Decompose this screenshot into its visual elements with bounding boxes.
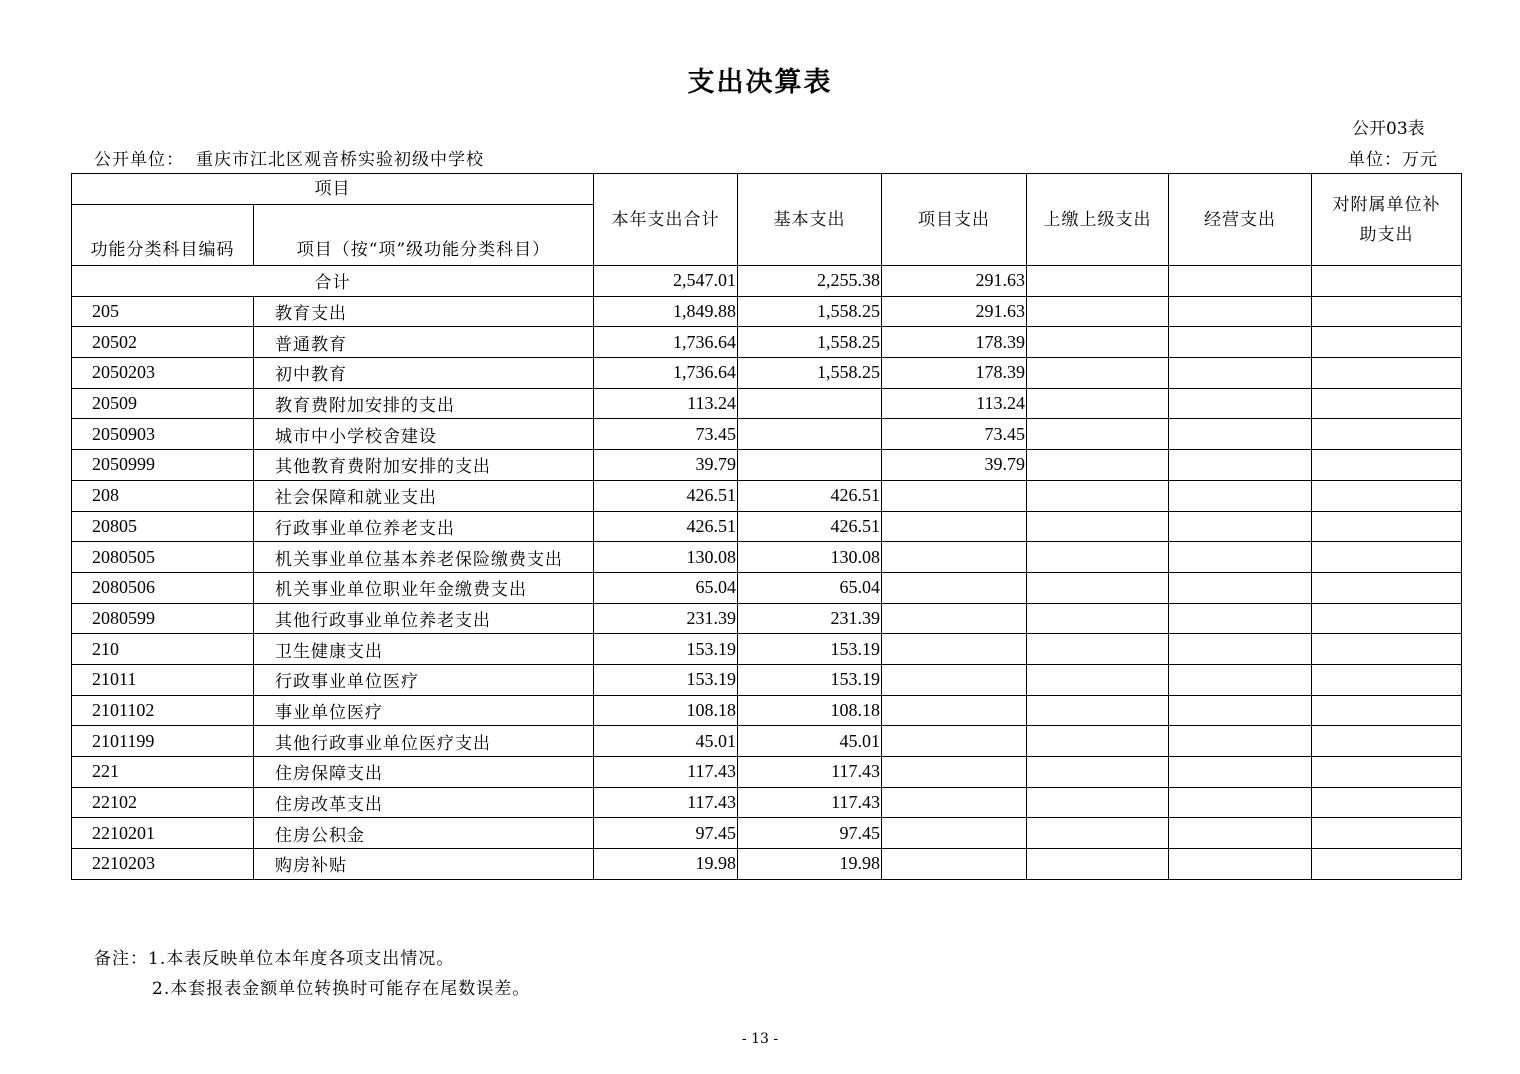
row-total: 117.43 (594, 757, 738, 788)
row-subsidy (1312, 327, 1462, 358)
row-subsidy (1312, 818, 1462, 849)
row-total: 153.19 (594, 634, 738, 665)
row-subsidy (1312, 603, 1462, 634)
row-subsidy (1312, 634, 1462, 665)
row-business (1169, 603, 1312, 634)
unit-label: 公开单位： (94, 150, 184, 170)
row-basic: 97.45 (738, 818, 882, 849)
note-1: 备注：1.本表反映单位本年度各项支出情况。 (94, 949, 455, 969)
row-project (882, 634, 1027, 665)
header-project-group: 项目 (72, 174, 594, 205)
table-row (72, 480, 1462, 511)
row-upper (1027, 388, 1169, 419)
table-row (72, 818, 1462, 849)
row-project (882, 757, 1027, 788)
row-project: 178.39 (882, 327, 1027, 358)
total-project: 291.63 (882, 266, 1027, 297)
row-business (1169, 358, 1312, 389)
row-upper (1027, 787, 1169, 818)
row-basic: 108.18 (738, 695, 882, 726)
row-name: 教育费附加安排的支出 (254, 388, 594, 419)
table-row (72, 634, 1462, 665)
row-total: 153.19 (594, 664, 738, 695)
row-business (1169, 511, 1312, 542)
row-project: 113.24 (882, 388, 1027, 419)
table-body (72, 296, 1462, 879)
row-business (1169, 849, 1312, 880)
row-upper (1027, 327, 1169, 358)
form-number: 公开03表 (1352, 119, 1425, 139)
row-name: 社会保障和就业支出 (254, 480, 594, 511)
total-row (72, 266, 1462, 297)
row-basic: 130.08 (738, 542, 882, 573)
row-code: 2101199 (72, 726, 254, 757)
row-total: 65.04 (594, 572, 738, 603)
row-business (1169, 787, 1312, 818)
total-business (1169, 266, 1312, 297)
row-subsidy (1312, 419, 1462, 450)
row-project (882, 572, 1027, 603)
notes (94, 944, 530, 1004)
row-upper (1027, 511, 1169, 542)
row-subsidy (1312, 572, 1462, 603)
row-name: 城市中小学校舍建设 (254, 419, 594, 450)
note-2: 2.本套报表金额单位转换时可能存在尾数误差。 (152, 979, 531, 999)
row-total: 97.45 (594, 818, 738, 849)
table-row (72, 757, 1462, 788)
row-subsidy (1312, 787, 1462, 818)
row-business (1169, 296, 1312, 327)
row-subsidy (1312, 695, 1462, 726)
row-upper (1027, 849, 1169, 880)
row-basic: 117.43 (738, 787, 882, 818)
row-basic: 45.01 (738, 726, 882, 757)
row-code: 2210201 (72, 818, 254, 849)
row-name: 卫生健康支出 (254, 634, 594, 665)
total-upper (1027, 266, 1169, 297)
row-total: 108.18 (594, 695, 738, 726)
row-name: 行政事业单位医疗 (254, 664, 594, 695)
row-code: 2050903 (72, 419, 254, 450)
row-project (882, 695, 1027, 726)
row-code: 2080599 (72, 603, 254, 634)
row-total: 426.51 (594, 480, 738, 511)
row-business (1169, 757, 1312, 788)
table-row (72, 787, 1462, 818)
row-project (882, 787, 1027, 818)
row-subsidy (1312, 757, 1462, 788)
row-basic: 65.04 (738, 572, 882, 603)
row-business (1169, 726, 1312, 757)
row-upper (1027, 419, 1169, 450)
row-basic: 19.98 (738, 849, 882, 880)
row-upper (1027, 358, 1169, 389)
row-total: 426.51 (594, 511, 738, 542)
row-subsidy (1312, 849, 1462, 880)
row-code: 221 (72, 757, 254, 788)
row-upper (1027, 757, 1169, 788)
page-title: 支出决算表 (687, 67, 833, 98)
row-code: 2210203 (72, 849, 254, 880)
row-project (882, 603, 1027, 634)
table-row (72, 572, 1462, 603)
row-code: 2050999 (72, 450, 254, 481)
row-basic: 1,558.25 (738, 296, 882, 327)
row-business (1169, 634, 1312, 665)
row-code: 20502 (72, 327, 254, 358)
row-upper (1027, 695, 1169, 726)
header-basic: 基本支出 (738, 174, 882, 266)
row-business (1169, 450, 1312, 481)
row-total: 45.01 (594, 726, 738, 757)
row-subsidy (1312, 450, 1462, 481)
row-code: 2080505 (72, 542, 254, 573)
row-project: 291.63 (882, 296, 1027, 327)
row-upper (1027, 818, 1169, 849)
row-name: 机关事业单位职业年金缴费支出 (254, 572, 594, 603)
row-basic (738, 388, 882, 419)
row-code: 210 (72, 634, 254, 665)
row-basic: 426.51 (738, 511, 882, 542)
row-total: 117.43 (594, 787, 738, 818)
row-business (1169, 664, 1312, 695)
row-business (1169, 480, 1312, 511)
row-business (1169, 542, 1312, 573)
total-basic: 2,255.38 (738, 266, 882, 297)
table-row (72, 664, 1462, 695)
row-name: 其他行政事业单位医疗支出 (254, 726, 594, 757)
table-row (72, 603, 1462, 634)
row-subsidy (1312, 511, 1462, 542)
row-project: 73.45 (882, 419, 1027, 450)
row-code: 22102 (72, 787, 254, 818)
row-project (882, 818, 1027, 849)
header-business: 经营支出 (1169, 174, 1312, 266)
header-upper: 上缴上级支出 (1027, 174, 1169, 266)
row-subsidy (1312, 296, 1462, 327)
row-basic: 426.51 (738, 480, 882, 511)
unit-name: 重庆市江北区观音桥实验初级中学校 (196, 150, 484, 170)
table-row (72, 450, 1462, 481)
row-upper (1027, 542, 1169, 573)
row-subsidy (1312, 542, 1462, 573)
total-total: 2,547.01 (594, 266, 738, 297)
row-code: 20509 (72, 388, 254, 419)
row-subsidy (1312, 480, 1462, 511)
row-code: 20805 (72, 511, 254, 542)
header-row-1 (72, 174, 1462, 205)
page-number: - 13 - (741, 1031, 779, 1047)
row-total: 130.08 (594, 542, 738, 573)
row-project (882, 849, 1027, 880)
row-total: 231.39 (594, 603, 738, 634)
row-upper (1027, 450, 1169, 481)
row-basic (738, 450, 882, 481)
row-basic: 117.43 (738, 757, 882, 788)
table-row (72, 542, 1462, 573)
row-total: 19.98 (594, 849, 738, 880)
row-code: 2050203 (72, 358, 254, 389)
table-row (72, 296, 1462, 327)
row-code: 208 (72, 480, 254, 511)
header-name: 项目（按“项”级功能分类科目） (254, 205, 594, 266)
row-project: 178.39 (882, 358, 1027, 389)
row-name: 事业单位医疗 (254, 695, 594, 726)
row-upper (1027, 726, 1169, 757)
row-subsidy (1312, 664, 1462, 695)
row-business (1169, 572, 1312, 603)
row-subsidy (1312, 358, 1462, 389)
row-code: 2101102 (72, 695, 254, 726)
header-project: 项目支出 (882, 174, 1027, 266)
row-basic: 1,558.25 (738, 327, 882, 358)
row-name: 行政事业单位养老支出 (254, 511, 594, 542)
row-upper (1027, 634, 1169, 665)
row-upper (1027, 296, 1169, 327)
row-upper (1027, 603, 1169, 634)
table-row (72, 849, 1462, 880)
row-code: 2080506 (72, 572, 254, 603)
row-subsidy (1312, 388, 1462, 419)
row-total: 1,849.88 (594, 296, 738, 327)
table-row (72, 726, 1462, 757)
row-name: 住房改革支出 (254, 787, 594, 818)
row-project (882, 726, 1027, 757)
row-project (882, 664, 1027, 695)
row-basic: 1,558.25 (738, 358, 882, 389)
row-code: 205 (72, 296, 254, 327)
row-name: 住房保障支出 (254, 757, 594, 788)
row-business (1169, 818, 1312, 849)
row-total: 113.24 (594, 388, 738, 419)
total-subsidy (1312, 266, 1462, 297)
row-total: 39.79 (594, 450, 738, 481)
row-project (882, 542, 1027, 573)
currency-unit: 单位：万元 (1348, 150, 1438, 170)
row-upper (1027, 480, 1169, 511)
row-project (882, 480, 1027, 511)
row-upper (1027, 572, 1169, 603)
row-business (1169, 419, 1312, 450)
row-name: 普通教育 (254, 327, 594, 358)
row-basic: 153.19 (738, 634, 882, 665)
row-subsidy (1312, 726, 1462, 757)
reporting-unit (94, 145, 484, 170)
row-business (1169, 327, 1312, 358)
expenditure-table (71, 173, 1462, 880)
row-name: 机关事业单位基本养老保险缴费支出 (254, 542, 594, 573)
header-code: 功能分类科目编码 (72, 205, 254, 266)
row-total: 1,736.64 (594, 358, 738, 389)
table-row (72, 511, 1462, 542)
total-label: 合计 (72, 266, 594, 297)
row-project (882, 511, 1027, 542)
table-row (72, 327, 1462, 358)
row-project: 39.79 (882, 450, 1027, 481)
table-row (72, 419, 1462, 450)
row-business (1169, 388, 1312, 419)
table-row (72, 695, 1462, 726)
row-code: 21011 (72, 664, 254, 695)
row-basic (738, 419, 882, 450)
row-name: 住房公积金 (254, 818, 594, 849)
row-total: 73.45 (594, 419, 738, 450)
row-name: 教育支出 (254, 296, 594, 327)
row-name: 其他行政事业单位养老支出 (254, 603, 594, 634)
row-upper (1027, 664, 1169, 695)
row-total: 1,736.64 (594, 327, 738, 358)
row-business (1169, 695, 1312, 726)
header-subsidy: 对附属单位补助支出 (1312, 174, 1462, 266)
header-total: 本年支出合计 (594, 174, 738, 266)
row-basic: 153.19 (738, 664, 882, 695)
table-row (72, 388, 1462, 419)
row-name: 购房补贴 (254, 849, 594, 880)
row-name: 其他教育费附加安排的支出 (254, 450, 594, 481)
table-row (72, 358, 1462, 389)
row-name: 初中教育 (254, 358, 594, 389)
row-basic: 231.39 (738, 603, 882, 634)
